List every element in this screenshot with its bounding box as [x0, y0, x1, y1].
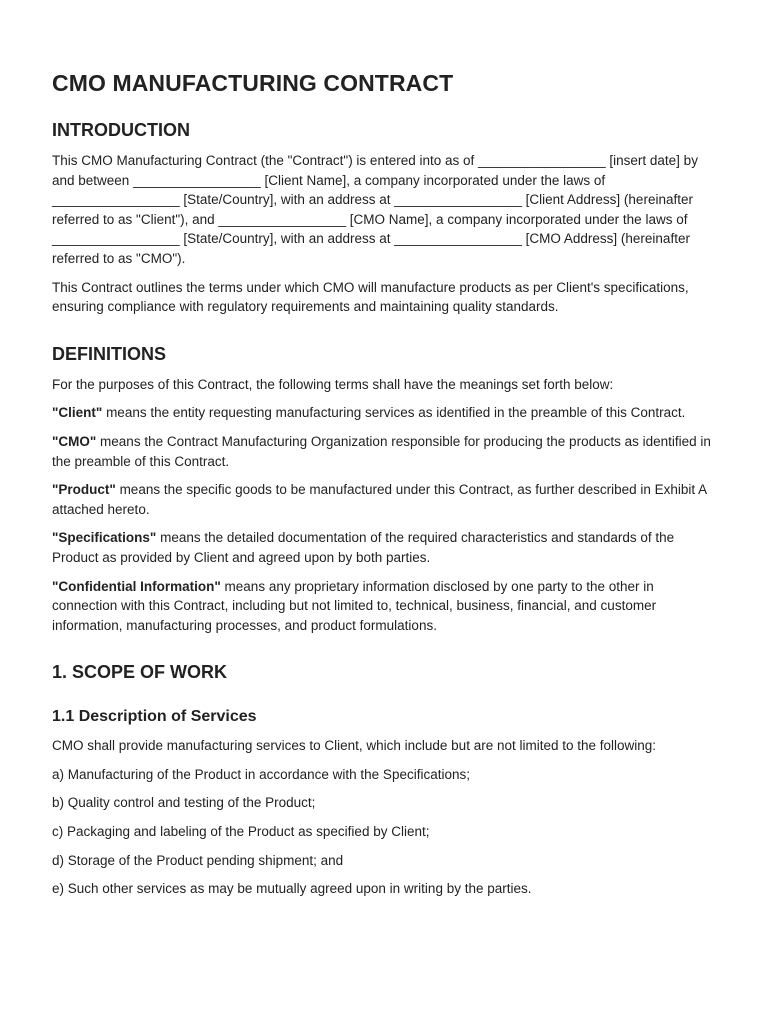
introduction-paragraph: This CMO Manufacturing Contract (the "Contract") is entered into as of _________________ [insert date] by and between _________________ [Client Name], a company incorporated under the laws of _________________ [State/Country], with an address at _________________ [Client Address] (hereinafter referred to as "Client"), and _________________ [CMO Name], a company incorporated under the laws of _________________ [State/Country], with an address at _________________ [CMO Address] (hereinafter referred to as "CMO"). — [52, 153, 698, 266]
introduction-section — [52, 120, 718, 317]
definitions-section — [52, 344, 718, 636]
scope-heading: 1. SCOPE OF WORK — [52, 662, 228, 683]
definition-term: "CMO" — [52, 433, 97, 449]
services-intro: CMO shall provide manufacturing services to Client, which include but are not limited to the following: — [52, 738, 657, 754]
definition-text: means the entity requesting manufacturing services as identified in the preamble of this Contract. — [102, 405, 686, 421]
definition-text: means the detailed documentation of the required characteristics and standards of the Product as provided by Client and agreed upon by both parties. — [52, 530, 675, 565]
definition-text: means the Contract Manufacturing Organization responsible for producing the products as identified in the preamble of this Contract. — [52, 433, 711, 469]
definition-item — [52, 528, 718, 567]
services-list-item: e) Such other services as may be mutually agreed upon in writing by the parties. — [52, 881, 532, 897]
definition-item — [52, 432, 718, 471]
services-list-item: a) Manufacturing of the Product in accordance with the Specifications; — [52, 766, 470, 782]
definition-term: "Confidential Information" — [52, 578, 221, 594]
definition-text: means the specific goods to be manufactured under this Contract, as further described in Exhibit A attached hereto. — [52, 482, 707, 517]
definitions-intro: For the purposes of this Contract, the following terms shall have the meanings set forth below: — [52, 376, 614, 392]
definition-item — [52, 480, 718, 519]
definitions-heading: DEFINITIONS — [52, 343, 167, 364]
definition-term: "Product" — [52, 482, 116, 498]
definition-text: means any proprietary information disclosed by one party to the other in connection with this Contract, including but not limited to, technical, business, financial, and customer information, manufacturing processes, and product formulations. — [52, 578, 657, 633]
definition-term: "Client" — [52, 405, 103, 421]
scope-section — [52, 662, 718, 899]
definition-term: "Specifications" — [52, 530, 157, 546]
services-list-item: b) Quality control and testing of the Product; — [52, 795, 316, 811]
services-list-item: c) Packaging and labeling of the Product as specified by Client; — [52, 824, 430, 840]
introduction-paragraph: This Contract outlines the terms under which CMO will manufacture products as per Client's specifications, ensuring compliance with regulatory requirements and maintaining quality standards. — [52, 279, 689, 315]
definition-item — [52, 577, 718, 636]
description-of-services-subsection — [52, 708, 718, 899]
subsection-heading: 1.1 Description of Services — [52, 708, 257, 726]
services-list-item: d) Storage of the Product pending shipment; and — [52, 852, 344, 868]
document-title: CMO MANUFACTURING CONTRACT — [52, 70, 454, 96]
introduction-heading: INTRODUCTION — [52, 120, 190, 140]
definition-item — [52, 403, 718, 423]
